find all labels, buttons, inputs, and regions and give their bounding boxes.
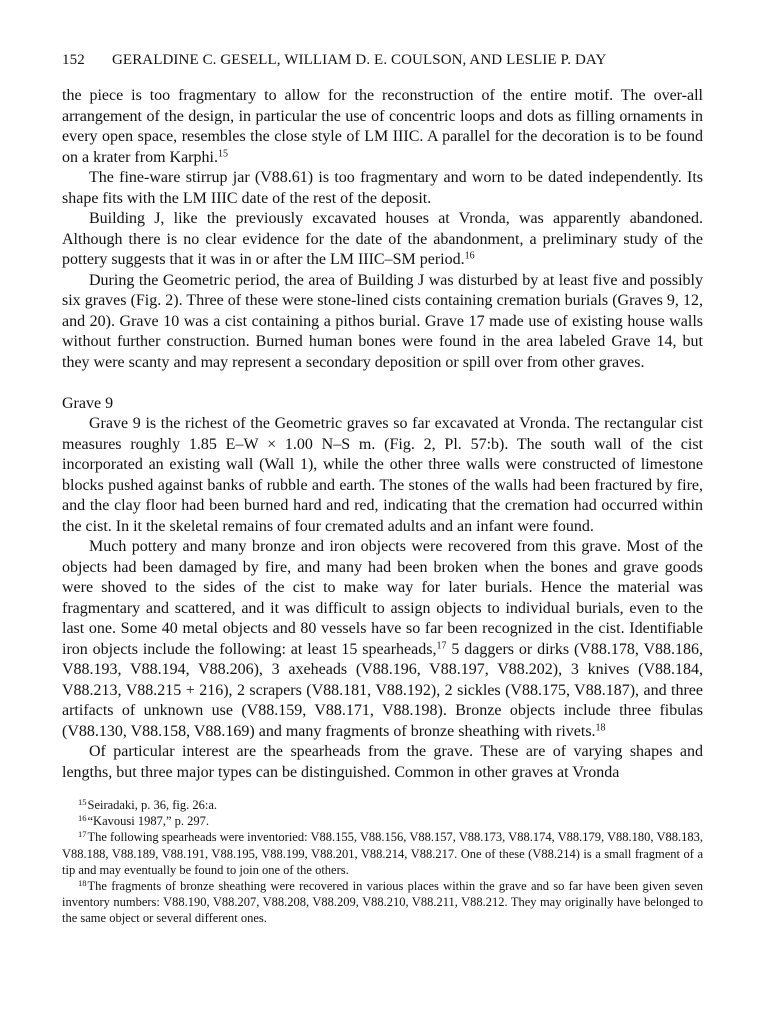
paragraph: Much pottery and many bronze and iron objects were recovered from this grave. Most of the objects had been damaged by fire, and many had been broken when the bones and grave goods were shoved to the sides of the cist to make way for later burials. Hence the material was fragmentary and scattered, and it was difficult to assign objects to individual burials, even to the last one. Some 40 metal objects and 80 vessels have so far been recognized in the cist. Identifiable iron objects include the following: at least 15 spearheads,$^{17}$ 5 daggers or dirks (V88.178, V88.186, V88.193, V88.194, V88.206), 3 axeheads (V88.196, V88.197, V88.202), 3 knives (V88.184, V88.213, V88.215 + 216), 2 scrapers (V88.181, V88.192), 2 sickles (V88.175, V88.187), and three artifacts of unknown use (V88.159, V88.171, V88.198). Bronze objects include three fibulas (V88.130, V88.158, V88.169) and many fragments of bronze sheathing with rivets.$^{18}$ bbox=[62, 538, 704, 740]
paragraph: Building J, like the previously excavated houses at Vronda, was apparently abandoned. Although there is no clear evidence for the date of the abandonment, a preliminary study of the pottery suggests that it was in or after the LM IIIC–SM period.$^{16}$ bbox=[62, 210, 703, 268]
paragraph: Grave 9 is the richest of the Geometric graves so far excavated at Vronda. The rectangular cist measures roughly 1.85 E–W × 1.00 N–S m. (Fig. 2, Pl. 57:b). The south wall of the cist incorporated an existing wall (Wall 1), while the other three walls were constructed of limestone blocks pushed against banks of rubble and earth. The stones of the walls had been fractured by fire, and the clay floor had been burned hard and red, indicating that the cremation had occurred within the cist. In it the skeletal remains of four cremated adults and an infant were found. bbox=[62, 415, 703, 535]
paragraph: During the Geometric period, the area of Building J was disturbed by at least five and possibly six graves (Fig. 2). Three of these were stone-lined cists containing cremation burials (Graves 9, 12, and 20). Grave 10 was a cist containing a pithos burial. Grave 17 made use of existing house walls without further construction. Burned human bones were found in the area labeled Grave 14, but they were scanty and may represent a secondary deposition or spill over from other graves. bbox=[62, 271, 703, 371]
paragraph: the piece is too fragmentary to allow for the reconstruction of the entire motif. The over-all arrangement of the design, in particular the use of concentric loops and dots as filling ornaments in every open space, resembles the close style of LM IIIC. A parallel for the decoration is to be found on a krater from Karphi.$^{15}$ bbox=[62, 87, 703, 166]
body-text bbox=[62, 86, 703, 783]
paragraph: Of particular interest are the spearheads from the grave. These are of varying shapes and lengths, but three major types can be distinguished. Common in other graves at Vronda bbox=[62, 743, 703, 781]
running-head-authors: GERALDINE C. GESELL, WILLIAM D. E. COULSON, AND LESLIE P. DAY bbox=[112, 52, 607, 68]
page bbox=[62, 50, 703, 927]
running-head bbox=[62, 50, 703, 70]
paragraph: The fine-ware stirrup jar (V88.61) is too fragmentary and worn to be dated independently. Its shape fits with the LM IIIC date of the rest of the deposit. bbox=[62, 169, 703, 207]
footnote-ref: 16 bbox=[464, 250, 475, 262]
footnote-ref: 15 bbox=[217, 148, 228, 159]
page-number: 152 bbox=[62, 52, 85, 68]
footnote: $^{15}$Seiradaki, p. 36, fig. 26:a. bbox=[78, 796, 217, 812]
section-heading: Grave 9 bbox=[62, 394, 114, 412]
footnote-ref: 17 bbox=[436, 640, 447, 651]
footnote: $^{16}$“Kavousi 1987,” p. 297. bbox=[78, 812, 210, 829]
footnote: $^{17}$The following spearheads were inventoried: V88.155, V88.156, V88.157, V88.173, V88.174, V88.179, V88.180, V88.183, V88.188, V88.189, V88.191, V88.195, V88.199, V88.201, V88.214, V88.217. One of these (V88.214) is a small fragment of a tip and may eventually be found to join one of the others. bbox=[62, 829, 703, 877]
footnotes bbox=[62, 797, 703, 927]
footnote: $^{18}$The fragments of bronze sheathing were recovered in various places within the grave and so far have been given seven inventory numbers: V88.190, V88.207, V88.208, V88.209, V88.210, V88.211, V88.212. They may originally have belonged to the same object or several different ones. bbox=[62, 877, 703, 926]
footnote-ref: 18 bbox=[595, 722, 606, 733]
